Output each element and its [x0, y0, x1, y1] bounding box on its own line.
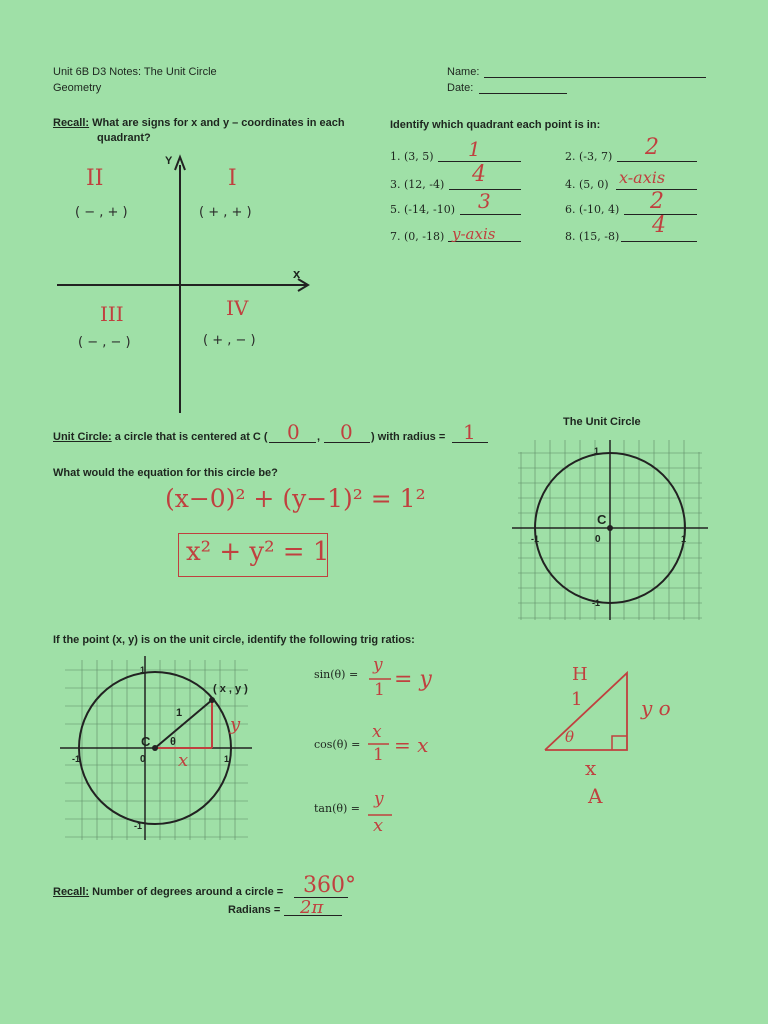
center-y-answer: 0 — [340, 420, 353, 444]
unit-circle-right-label: 1 — [681, 534, 687, 544]
item-5-label: 5. (-14, -10) — [390, 203, 455, 216]
trig-center-label: C — [141, 734, 151, 749]
cos-numerator: x — [372, 722, 382, 742]
cos-denominator: 1 — [373, 745, 384, 765]
item-1-answer: 1 — [468, 137, 481, 161]
item-7-label: 7. (0, -18) — [390, 230, 445, 243]
unit-circle-bottom-label: -1 — [592, 598, 601, 608]
trig-point-label: ( x , y ) — [213, 683, 248, 695]
sin-rhs: = y — [394, 667, 432, 692]
item-1-label: 1. (3, 5) — [390, 150, 434, 163]
equation-final: x² + y² = 1 — [186, 537, 330, 567]
triangle-yo: y o — [641, 696, 671, 720]
trig-prompt: If the point (x, y) is on the unit circle, identify the following trig ratios: — [53, 634, 415, 646]
equation-prompt: What would the equation for this circle be? — [53, 467, 278, 479]
worksheet-title: Unit 6B D3 Notes: The Unit Circle — [53, 66, 217, 78]
quadrant-signs-3: ( − , − ) — [78, 335, 131, 350]
recall-term: Recall: — [53, 117, 90, 129]
radians-answer: 2π — [300, 897, 324, 918]
sin-denominator: 1 — [374, 680, 385, 700]
degrees-answer: 360° — [303, 873, 356, 898]
recall-degrees-term: Recall: — [53, 886, 90, 898]
recall-prompt-text2: quadrant? — [97, 132, 151, 144]
tan-numerator: y — [374, 789, 384, 809]
item-8-answer: 4 — [652, 213, 666, 238]
radius-answer: 1 — [463, 420, 476, 444]
trig-bottom-label: -1 — [134, 821, 143, 831]
item-5-answer: 3 — [478, 189, 491, 213]
item-2-answer: 2 — [645, 135, 659, 160]
unit-circle-left-label: -1 — [531, 534, 540, 544]
tan-label: tan(θ) = — [314, 802, 360, 815]
sin-label: sin(θ) = — [314, 668, 359, 681]
item-4-label: 4. (5, 0) — [565, 178, 609, 191]
x-axis-label: x — [293, 266, 301, 281]
item-2-label: 2. (-3, 7) — [565, 150, 613, 163]
recall-degrees — [53, 886, 283, 898]
unit-circle-figure-title: The Unit Circle — [563, 416, 641, 428]
unit-circle-origin-label: 0 — [595, 534, 601, 545]
quadrant-signs-1: ( + , + ) — [199, 205, 252, 220]
center-comma: , — [317, 431, 321, 443]
triangle-H: H — [572, 664, 588, 685]
cos-label: cos(θ) = — [314, 738, 361, 751]
item-6-label: 6. (-10, 4) — [565, 203, 620, 216]
quadrant-signs-4: ( + , − ) — [203, 333, 256, 348]
y-axis-label: Y — [165, 155, 173, 167]
unit-circle-text2: ) with radius = — [371, 431, 446, 443]
equation-work: (x−0)² + (y−1)² = 1² — [165, 484, 426, 513]
trig-right-label: 1 — [224, 754, 230, 764]
recall-degrees-text: Number of degrees around a circle = — [92, 886, 284, 898]
cos-rhs: = x — [394, 733, 429, 757]
triangle-theta: θ — [565, 728, 575, 746]
unit-circle-text1: a circle that is centered at C ( — [114, 431, 268, 443]
quadrant-signs-2: ( − , + ) — [75, 205, 128, 220]
unit-circle-center-label: C — [597, 512, 607, 527]
trig-hw-x: x — [178, 750, 189, 771]
trig-origin-label: 0 — [140, 754, 146, 765]
trig-theta-label: θ — [170, 736, 176, 748]
item-3-label: 3. (12, -4) — [390, 178, 445, 191]
quadrant-numeral-3: III — [100, 302, 124, 326]
trig-hyp-label: 1 — [176, 707, 183, 719]
name-label: Name: — [447, 66, 480, 78]
triangle-x: x — [585, 756, 597, 780]
triangle-A: A — [588, 784, 603, 808]
date-label: Date: — [447, 82, 474, 94]
item-7-answer: y-axis — [452, 225, 496, 243]
quadrant-numeral-1: I — [228, 166, 237, 191]
radians-label: Radians = — [228, 904, 281, 916]
subject-label: Geometry — [53, 82, 102, 94]
item-6-answer: 2 — [650, 189, 664, 214]
identify-quadrant-prompt: Identify which quadrant each point is in: — [390, 119, 601, 131]
item-3-answer: 4 — [472, 162, 486, 187]
recall-prompt-text: What are signs for x and y – coordinates in each — [92, 117, 345, 129]
item-8-label: 8. (15, -8) — [565, 230, 620, 243]
unit-circle-term: Unit Circle: — [53, 431, 112, 443]
item-4-answer: x-axis — [619, 168, 666, 187]
center-x-answer: 0 — [287, 420, 300, 444]
trig-top-label: 1 — [140, 665, 146, 675]
trig-left-label: -1 — [72, 754, 81, 764]
trig-hw-y: y — [230, 714, 241, 735]
quadrant-numeral-2: II — [86, 166, 104, 191]
triangle-one: 1 — [571, 689, 583, 710]
quadrant-numeral-4: IV — [226, 296, 249, 320]
sin-numerator: y — [373, 655, 383, 675]
unit-circle-top-label: 1 — [594, 446, 600, 456]
tan-denominator: x — [373, 815, 384, 836]
